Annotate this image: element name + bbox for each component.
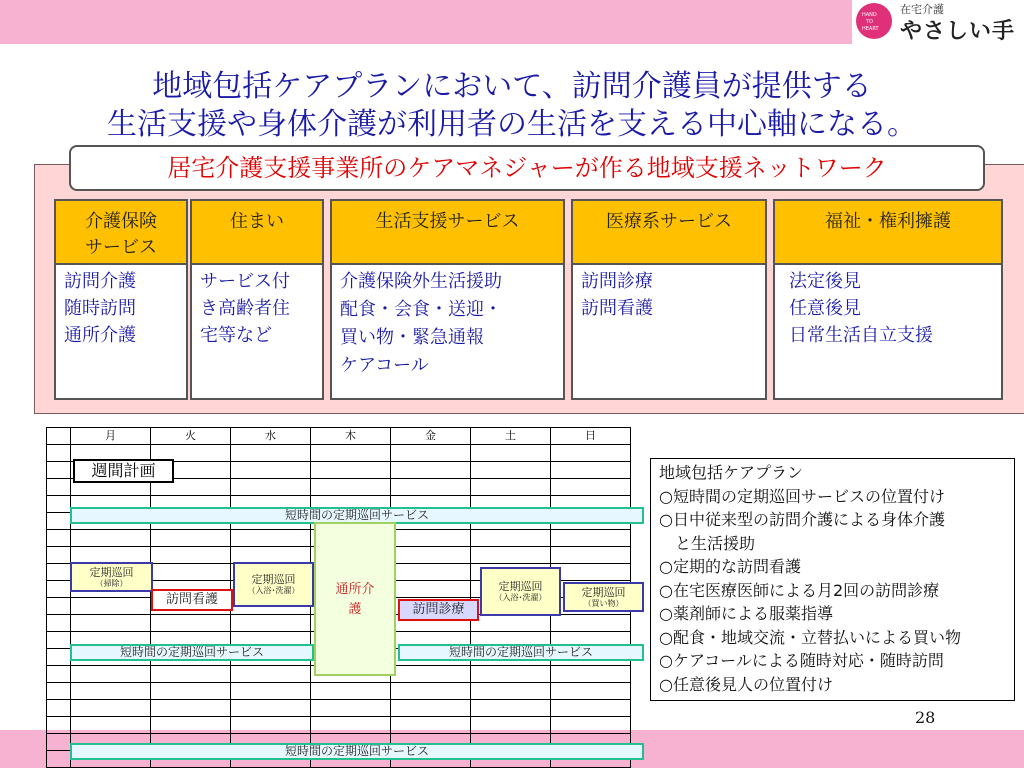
column-head: 住まい: [192, 201, 322, 265]
patrol-bar-evening: 短時間の定期巡回サービス: [70, 743, 644, 760]
day-header-thu: 木: [311, 428, 391, 445]
schedule-cell: [47, 496, 71, 513]
list-item: ○日中従来型の訪問介護による身体介護: [659, 510, 945, 529]
schedule-cell: [551, 700, 631, 717]
day-header-wed: 水: [231, 428, 311, 445]
schedule-cell: [47, 445, 71, 462]
schedule-cell: [551, 445, 631, 462]
schedule-cell: [151, 547, 231, 564]
list-item: ○ケアコールによる随時対応・随時訪問: [659, 651, 944, 670]
schedule-cell: [231, 683, 311, 700]
schedule-cell: [71, 530, 151, 547]
schedule-cell: [47, 462, 71, 479]
schedule-cell: [151, 717, 231, 734]
schedule-cell: [391, 530, 471, 547]
schedule-cell: [151, 666, 231, 683]
nursing-visit: 訪問看護: [151, 589, 233, 611]
table-row: [47, 717, 631, 734]
schedule-cell: [231, 530, 311, 547]
schedule-cell: [231, 615, 311, 632]
schedule-cell: [311, 700, 391, 717]
list-item: ○薬剤師による服薬指導: [659, 604, 833, 623]
visit-note: （入浴･洗濯）: [494, 593, 547, 602]
schedule-cell: [471, 462, 551, 479]
column-head: 医療系サービス: [573, 201, 765, 265]
schedule-cell: [551, 547, 631, 564]
schedule-cell: [47, 666, 71, 683]
visit-sat: [480, 567, 561, 616]
schedule-cell: [231, 547, 311, 564]
schedule-cell: [311, 683, 391, 700]
visit-sun: [563, 582, 644, 612]
schedule-cell: [47, 513, 71, 530]
visit-title: 定期巡回: [251, 573, 296, 586]
visit-wed: [233, 562, 314, 607]
visit-note: （買い物）: [583, 599, 624, 608]
schedule-cell: [71, 598, 151, 615]
schedule-cell: [47, 598, 71, 615]
network-label: 居宅介護支援事業所のケアマネジャーが作る地域支援ネットワーク: [69, 145, 985, 191]
schedule-cell: [551, 717, 631, 734]
column-welfare-rights: [773, 199, 1003, 400]
daycare-label: 通所介護: [335, 582, 375, 617]
schedule-cell: [47, 547, 71, 564]
weekly-plan-label: 週間計画: [73, 459, 174, 483]
schedule-cell: [47, 581, 71, 598]
schedule-cell: [47, 479, 71, 496]
day-header-sat: 土: [471, 428, 551, 445]
schedule-cell: [231, 700, 311, 717]
visit-title: 定期巡回: [581, 586, 626, 599]
schedule-cell: [391, 683, 471, 700]
schedule-cell: [391, 666, 471, 683]
patrol-bar-morning: 短時間の定期巡回サービス: [70, 507, 644, 524]
schedule-cell: [47, 751, 71, 768]
schedule-cell: [151, 700, 231, 717]
schedule-cell: [47, 649, 71, 666]
column-life-support: [330, 199, 565, 400]
table-row: [47, 683, 631, 700]
schedule-cell: [231, 445, 311, 462]
schedule-cell: [151, 683, 231, 700]
schedule-cell: [471, 615, 551, 632]
schedule-cell: [311, 462, 391, 479]
schedule-cell: [551, 530, 631, 547]
schedule-cell: [71, 547, 151, 564]
schedule-cell: [471, 683, 551, 700]
list-item: ○在宅医療医師による月2回の訪問診療: [659, 580, 940, 600]
table-row: [47, 700, 631, 717]
day-header-mon: 月: [71, 428, 151, 445]
visit-note: （掃除）: [95, 579, 128, 588]
list-item: と生活援助: [659, 533, 756, 553]
schedule-cell: [391, 462, 471, 479]
schedule-cell: [47, 683, 71, 700]
schedule-cell: [231, 462, 311, 479]
schedule-cell: [47, 564, 71, 581]
column-body: 訪問診療 訪問看護: [581, 271, 653, 319]
heart-hand-logo-icon: HAND TO HEART: [856, 3, 892, 39]
schedule-cell: [471, 445, 551, 462]
list-item: ○定期的な訪問看護: [659, 557, 801, 576]
schedule-cell: [47, 615, 71, 632]
column-head: 生活支援サービス: [332, 201, 563, 265]
slide-title-line1: 地域包括ケアプランにおいて、訪問介護員が提供する: [152, 69, 872, 104]
list-item: ○任意後見人の位置付け: [659, 674, 833, 694]
column-housing: [190, 199, 324, 400]
list-item: ○短時間の定期巡回サービスの位置付け: [659, 486, 945, 506]
schedule-cell: [311, 717, 391, 734]
care-plan-box: [650, 458, 1015, 701]
schedule-cell: [47, 530, 71, 547]
visit-title: 定期巡回: [498, 580, 543, 593]
daycare-block: [314, 522, 396, 676]
visit-title: 定期巡回: [89, 566, 134, 579]
schedule-cell: [47, 632, 71, 649]
brand-subtitle: 在宅介護: [900, 3, 944, 16]
schedule-cell: [551, 462, 631, 479]
brand-name: やさしい手: [900, 19, 1016, 44]
schedule-cell: [47, 717, 71, 734]
table-row: [47, 428, 631, 445]
visit-note: （入浴･洗濯）: [247, 586, 300, 595]
schedule-cell: [231, 666, 311, 683]
column-body: 訪問介護 随時訪問 通所介護: [64, 271, 136, 346]
schedule-cell: [391, 547, 471, 564]
column-body: 介護保険外生活援助 配食・会食・送迎・ 買い物・緊急通報 ケアコール: [340, 271, 502, 376]
schedule-cell: [151, 615, 231, 632]
column-body: サービス付 き高齢者住 宅等など: [200, 271, 290, 346]
schedule-cell: [71, 683, 151, 700]
schedule-cell: [471, 700, 551, 717]
slide-title-line2: 生活支援や身体介護が利用者の生活を支える中心軸になる。: [107, 107, 917, 142]
schedule-cell: [231, 479, 311, 496]
medical-visit: 訪問診療: [398, 599, 479, 621]
schedule-cell: [151, 564, 231, 581]
schedule-cell: [71, 717, 151, 734]
schedule-cell: [551, 615, 631, 632]
schedule-cell: [231, 717, 311, 734]
schedule-cell: [71, 666, 151, 683]
schedule-cell: [311, 479, 391, 496]
column-head: 介護保険 サービス: [56, 201, 186, 265]
schedule-cell: [391, 717, 471, 734]
schedule-cell: [71, 700, 151, 717]
schedule-cell: [391, 479, 471, 496]
schedule-cell: [47, 734, 71, 751]
schedule-cell: [391, 564, 471, 581]
day-header-tue: 火: [151, 428, 231, 445]
day-header-sun: 日: [551, 428, 631, 445]
day-header-fri: 金: [391, 428, 471, 445]
column-medical: [571, 199, 767, 400]
column-head: 福祉・権利擁護: [775, 201, 1001, 265]
schedule-cell: [471, 547, 551, 564]
schedule-cell: [71, 615, 151, 632]
schedule-cell: [151, 530, 231, 547]
schedule-cell: [551, 479, 631, 496]
schedule-cell: [551, 683, 631, 700]
schedule-cell: [391, 700, 471, 717]
schedule-cell: [311, 445, 391, 462]
patrol-bar-left: 短時間の定期巡回サービス: [70, 644, 314, 661]
schedule-cell: [47, 700, 71, 717]
schedule-cell: [391, 445, 471, 462]
column-care-insurance: [54, 199, 188, 400]
schedule-cell: [551, 564, 631, 581]
schedule-cell: [391, 581, 471, 598]
care-plan-title: 地域包括ケアプラン: [659, 463, 804, 482]
schedule-cell: [551, 666, 631, 683]
patrol-bar-right: 短時間の定期巡回サービス: [398, 644, 644, 661]
column-body: 法定後見 任意後見 日常生活自立支援: [789, 271, 933, 346]
schedule-cell: [471, 717, 551, 734]
brand-logo: [852, 0, 1024, 44]
visit-mon: [70, 562, 153, 592]
list-item: ○配食・地域交流・立替払いによる買い物: [659, 627, 961, 647]
schedule-cell: [471, 479, 551, 496]
page-number: 28: [915, 708, 936, 727]
schedule-cell: [471, 666, 551, 683]
schedule-cell: [471, 530, 551, 547]
